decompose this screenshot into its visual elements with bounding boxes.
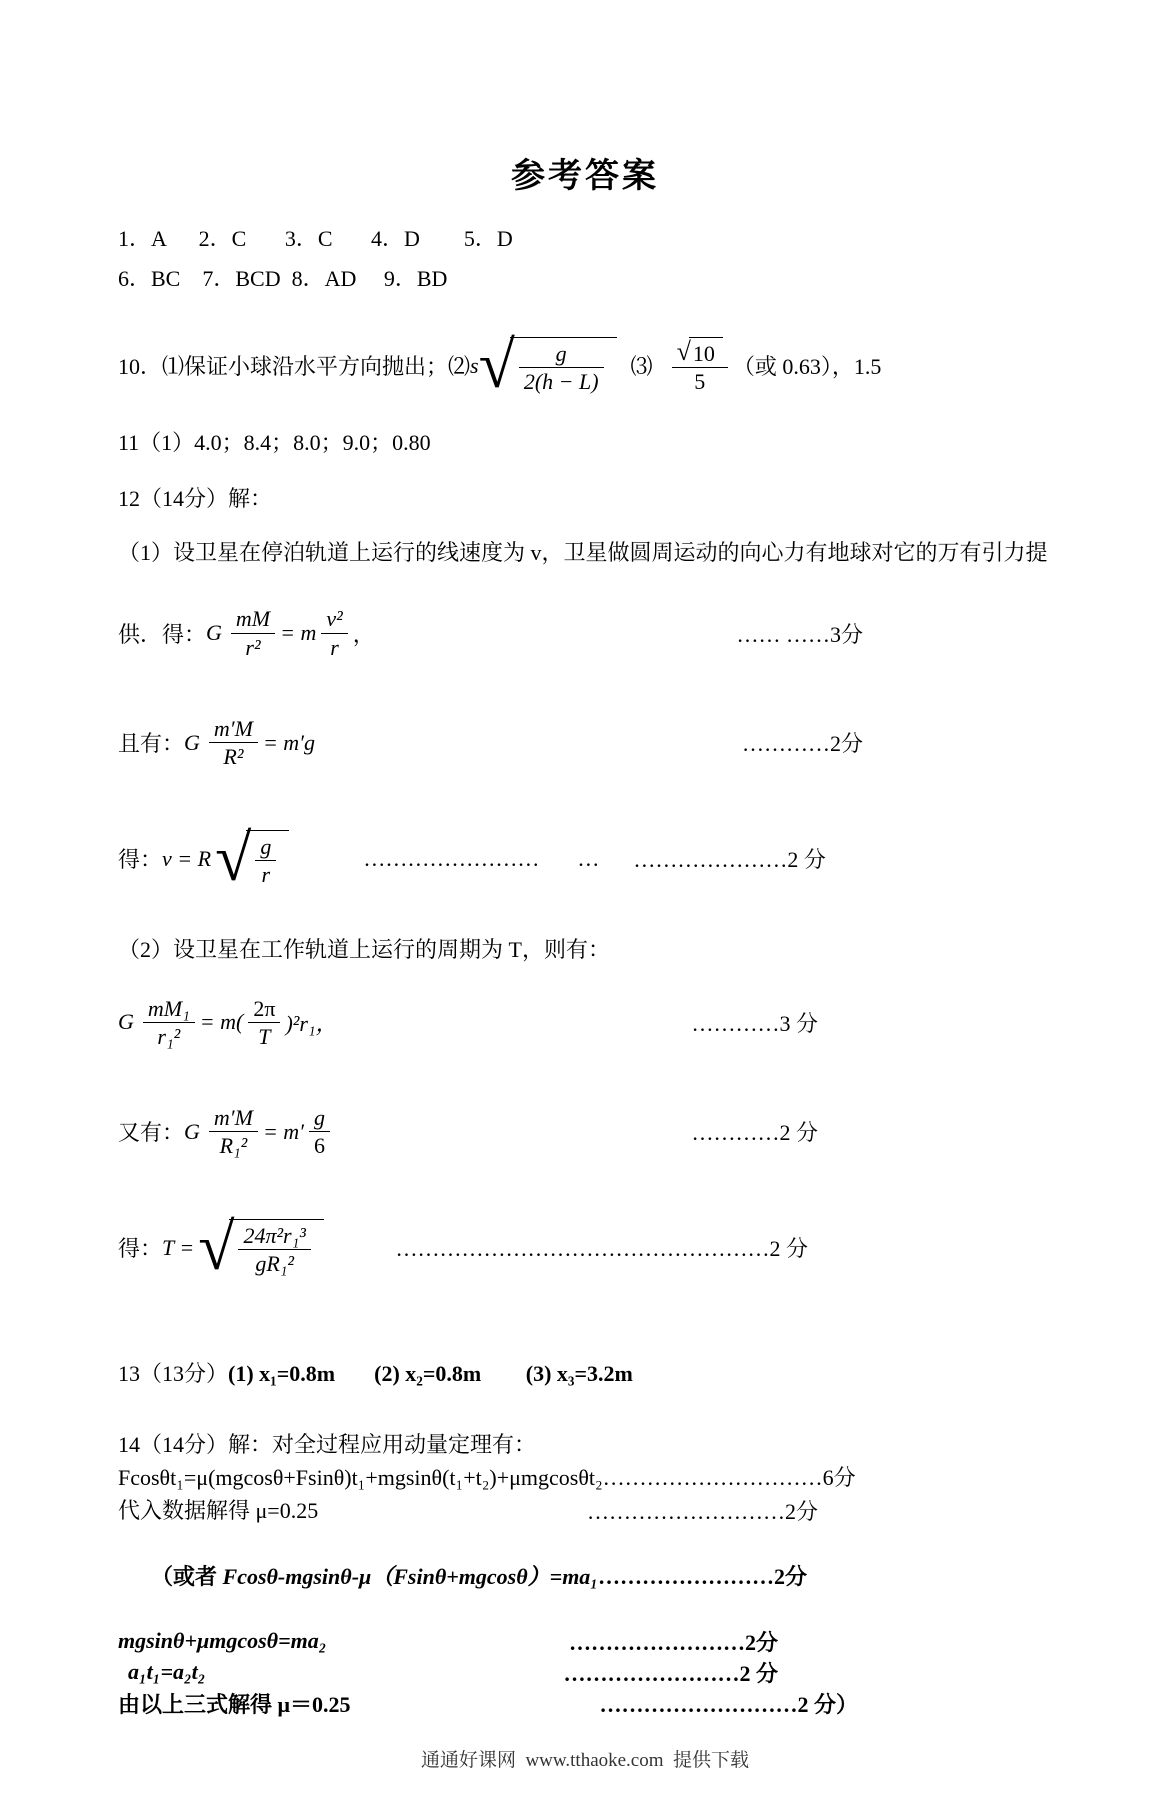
fraction-numerator: g <box>519 341 604 368</box>
fraction-numerator: v² <box>321 606 347 633</box>
site-footer: 通通好课网 www.tthaoke.com 提供下载 <box>420 1749 750 1771</box>
q10-sqrt10-fraction <box>672 337 728 395</box>
fraction-numerator <box>672 337 728 369</box>
alt-formula-2: mgsinθ+μmgcosθ=ma₂ <box>118 1628 327 1654</box>
equation-mid: = m′ <box>262 1118 304 1144</box>
radicand <box>510 337 617 395</box>
q13-prefix: 13（13分） <box>118 1360 229 1386</box>
fraction <box>238 1223 310 1277</box>
fraction-numerator: g <box>255 834 276 861</box>
score-dots: ………………………2分 <box>586 1498 818 1524</box>
equation-label: 得： <box>118 847 163 873</box>
fraction <box>248 996 280 1050</box>
spacer <box>495 1361 512 1387</box>
fraction-numerator: g <box>309 1105 330 1132</box>
equation-rhs: = m′g <box>262 729 315 755</box>
equation-mid: = m( <box>199 1009 244 1035</box>
q13-item-3: (3) x₃=3.2m <box>525 1360 633 1386</box>
q14-final-result-row <box>118 1688 858 1719</box>
q12-equation-2 <box>118 716 863 770</box>
var-G: G <box>184 729 200 755</box>
fraction-denominator: 5 <box>694 369 706 395</box>
fraction-denominator: T <box>258 1023 271 1049</box>
q14-alt-equation-3 <box>118 1657 778 1688</box>
radicand <box>229 1219 323 1277</box>
fraction-denominator: R₁² <box>219 1133 248 1159</box>
score-dots: …………………… <box>363 845 540 871</box>
q13-item-1: (1) x₁=0.8m <box>228 1360 336 1386</box>
var-G: G <box>206 620 222 646</box>
score-dots: … <box>577 845 600 871</box>
fraction <box>309 1105 330 1159</box>
q14-mu-result-row <box>118 1494 818 1527</box>
choice-answers-line-2: 6．BC 7．BCD 8．AD 9．BD <box>118 265 448 291</box>
fraction-numerator: mM₁ <box>143 996 195 1023</box>
equals-m: = m <box>280 620 317 646</box>
score-dots: …………3 分 <box>691 1010 818 1036</box>
sqrt-expression <box>215 821 289 895</box>
choice-answers-line-1: 1．A 2．C 3．C 4．D 5．D <box>118 226 513 251</box>
equation-label: 供．得： <box>118 621 207 647</box>
fraction-denominator: gR₁² <box>255 1251 294 1277</box>
score-dots: …………………2 分 <box>633 847 826 873</box>
equation-label: 且有： <box>118 731 185 757</box>
q14-alt-equation-1 <box>118 1527 1052 1626</box>
radical-sign: √ <box>198 1210 235 1284</box>
q12-header: 12（14分）解： <box>118 485 273 511</box>
sqrt-expression <box>198 1210 324 1284</box>
score-dots: ………………………2 分） <box>599 1691 858 1717</box>
fraction <box>321 606 347 660</box>
fraction-denominator: r² <box>245 634 261 660</box>
fraction-denominator: R² <box>223 744 244 770</box>
radicand <box>246 830 289 888</box>
q10-text-prefix: 10．⑴保证小球沿水平方向抛出；⑵ <box>118 354 471 380</box>
score-dots: …………2 分 <box>691 1120 818 1146</box>
q10-sqrt-expression <box>478 328 617 402</box>
score-dots: ……………………2分 <box>568 1629 778 1655</box>
q12-equation-1 <box>118 606 863 660</box>
sqrt-10 <box>677 337 723 366</box>
q10-text-suffix: （或 0.63），1.5 <box>732 354 882 380</box>
page-title: 参考答案 <box>511 158 659 195</box>
score-dots: …… ……3分 <box>736 621 863 647</box>
q14-solution-block <box>118 1428 1052 1719</box>
fraction <box>231 606 275 660</box>
fraction <box>209 1105 258 1159</box>
fraction-denominator: r <box>261 862 271 888</box>
q14-mu-result: 代入数据解得 μ=0.25 <box>118 1497 319 1523</box>
q13-item-2: (2) x₂=0.8m <box>374 1360 482 1386</box>
fraction-denominator: 6 <box>313 1133 325 1159</box>
var-G: G <box>184 1118 200 1144</box>
q14-alt-equation-2 <box>118 1626 778 1657</box>
radical-sign: √ <box>676 336 691 366</box>
q12-equation-4 <box>118 996 818 1050</box>
q14-momentum-equation: Fcosθt₁=μ(mgcosθ+Fsinθ)t₁+mgsinθ(t₁+t₂)+μmgcosθt₂…………………………6分 <box>118 1464 856 1490</box>
q10-answer-row <box>118 328 1052 402</box>
fraction <box>143 996 195 1050</box>
equation-lhs: v = R <box>162 845 212 871</box>
comma: ， <box>352 621 375 647</box>
equation-tail: )²r₁， <box>285 1010 338 1036</box>
fraction <box>209 716 258 770</box>
fraction-numerator: m′M <box>209 716 258 743</box>
score-dots: …………2分 <box>741 731 863 757</box>
q12-part2-text: （2）设卫星在工作轨道上运行的周期为 T，则有： <box>118 936 610 962</box>
q12-equation-6 <box>118 1210 808 1284</box>
fraction-denominator: r₁² <box>157 1023 181 1049</box>
fraction-numerator: 24π²r₁³ <box>238 1223 310 1250</box>
radicand: 10 <box>689 337 723 366</box>
q14-final-result: 由以上三式解得 μ＝0.25 <box>118 1691 351 1717</box>
equation-label: 得： <box>118 1236 163 1262</box>
fraction-denominator: 2(h − L) <box>523 369 599 395</box>
fraction-numerator: mM <box>231 606 275 633</box>
q13-answer-row <box>118 1357 1052 1388</box>
score-dots: ……………………………………………2 分 <box>395 1236 808 1262</box>
q12-equation-3 <box>118 821 1052 895</box>
q12-equation-5 <box>118 1105 818 1159</box>
alt-formula-1: Fcosθ-mgsinθ-μ（Fsinθ+mgcosθ）=ma₁ <box>222 1563 598 1589</box>
q12-part1-text: （1）设卫星在停泊轨道上运行的线速度为 v，卫星做圆周运动的向心力有地球对它的万有引力提 <box>118 539 1048 565</box>
radical-sign: √ <box>215 821 252 895</box>
score-dots: ……………………2分 <box>597 1563 807 1589</box>
radical-sign: √ <box>478 328 515 402</box>
alt-open: （或者 <box>151 1563 223 1589</box>
score-dots: ……………………2 分 <box>563 1660 778 1686</box>
fraction-denominator: r <box>330 634 339 660</box>
fraction-numerator: m′M <box>209 1105 258 1132</box>
alt-formula-3: a₁t₁=a₂t₂ <box>128 1659 206 1685</box>
q11-answer: 11（1）4.0；8.4；8.0；9.0；0.80 <box>118 429 431 455</box>
equation-lhs: T = <box>162 1234 195 1260</box>
fraction-numerator: 2π <box>248 996 280 1023</box>
fraction <box>519 341 604 395</box>
spacer <box>349 1361 360 1387</box>
fraction <box>255 834 276 888</box>
var-G: G <box>118 1009 134 1035</box>
q10-var-s: s <box>470 352 479 378</box>
equation-label: 又有： <box>118 1120 185 1146</box>
q10-part3-label: ⑶ <box>630 354 653 380</box>
q14-header: 14（14分）解：对全过程应用动量定理有： <box>118 1431 537 1457</box>
